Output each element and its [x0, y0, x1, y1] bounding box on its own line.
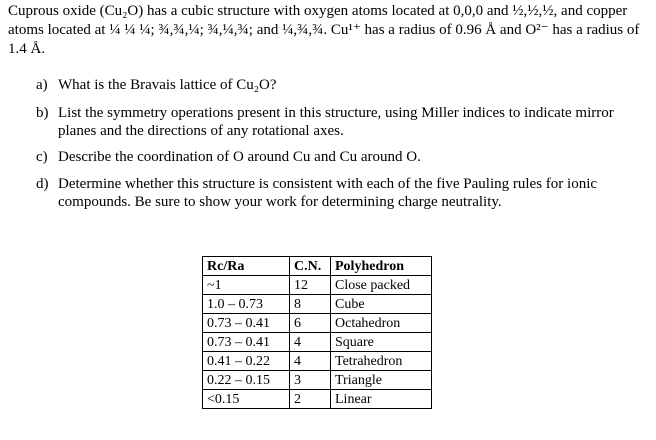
cell-coordination-number: 3 — [290, 371, 331, 390]
question-text: Describe the coordination of O around Cu and Cu around O. — [58, 149, 421, 165]
cell-coordination-number: 8 — [290, 295, 331, 314]
question-text: List the symmetry operations present in this structure, using Miller indices to indicate mirror planes and the directions of any rotational axes. — [58, 105, 614, 139]
question-text: Determine whether this structure is consistent with each of the five Pauling rules for ionic compounds. Be sure to show your work for determining charge neutrality. — [58, 176, 598, 210]
cell-polyhedron: Cube — [331, 295, 432, 314]
cell-radius-ratio: <0.15 — [203, 390, 290, 409]
header-polyhedron: Polyhedron — [331, 257, 432, 276]
table-row — [203, 295, 432, 314]
cell-polyhedron: Tetrahedron — [331, 352, 432, 371]
cell-coordination-number: 4 — [290, 352, 331, 371]
cell-radius-ratio: 0.22 – 0.15 — [203, 371, 290, 390]
table-header-row — [203, 257, 432, 276]
problem-intro: Cuprous oxide (Cu₂O) has a cubic structure with oxygen atoms located at 0,0,0 and ½,½,½, and copper atoms located at ¼ ¼ ¼; ¾,¾,¼; ¾,¼,¾; and ¼,¾,¾. Cu¹⁺ has a radius of 0.96 Å and O²⁻ has a radius of 1.4 Å. — [8, 3, 640, 57]
cell-radius-ratio: 0.73 – 0.41 — [203, 314, 290, 333]
table-row — [203, 371, 432, 390]
cell-radius-ratio: 0.73 – 0.41 — [203, 333, 290, 352]
question-label: d) — [36, 176, 49, 192]
cell-polyhedron: Triangle — [331, 371, 432, 390]
question-text: What is the Bravais lattice of Cu₂O? — [58, 77, 277, 93]
cell-coordination-number: 2 — [290, 390, 331, 409]
header-radius-ratio: Rc/Ra — [203, 257, 290, 276]
table-row — [203, 314, 432, 333]
cell-polyhedron: Close packed — [331, 276, 432, 295]
cell-polyhedron: Square — [331, 333, 432, 352]
pauling-radius-ratio-table — [202, 256, 432, 409]
table-row — [203, 352, 432, 371]
question-label: c) — [36, 149, 48, 165]
cell-coordination-number: 6 — [290, 314, 331, 333]
cell-radius-ratio: 0.41 – 0.22 — [203, 352, 290, 371]
question-label: b) — [36, 105, 49, 121]
cell-polyhedron: Linear — [331, 390, 432, 409]
table-row — [203, 390, 432, 409]
cell-coordination-number: 4 — [290, 333, 331, 352]
cell-polyhedron: Octahedron — [331, 314, 432, 333]
cell-radius-ratio: ~1 — [203, 276, 290, 295]
question-label: a) — [36, 77, 48, 93]
cell-radius-ratio: 1.0 – 0.73 — [203, 295, 290, 314]
cell-coordination-number: 12 — [290, 276, 331, 295]
table-row — [203, 333, 432, 352]
header-coordination-number: C.N. — [290, 257, 331, 276]
table-row — [203, 276, 432, 295]
